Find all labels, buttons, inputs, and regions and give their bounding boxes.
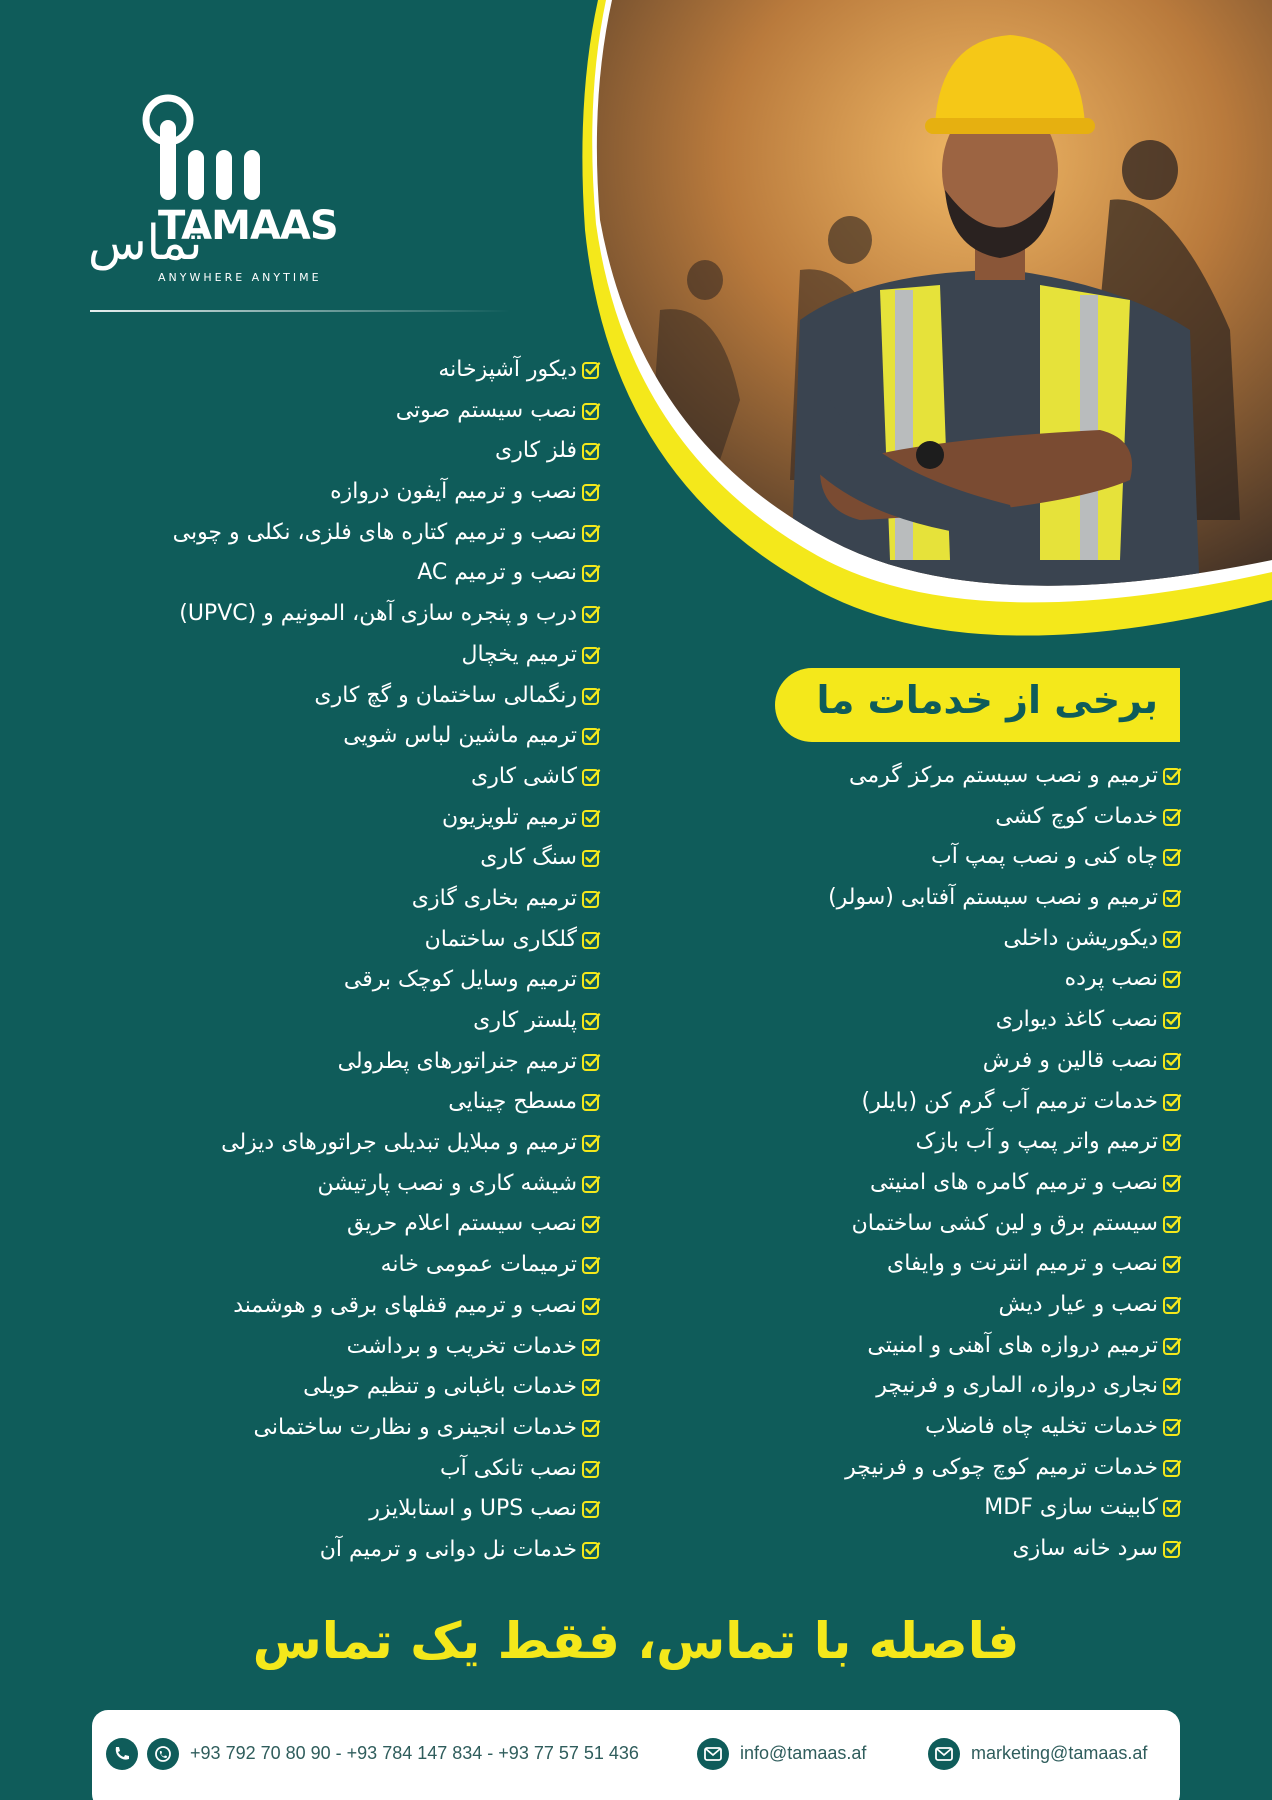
service-label: ترمیم تلویزیون: [442, 804, 577, 830]
checkbox-check-icon: [1162, 969, 1182, 989]
checkbox-check-icon: [581, 1255, 601, 1275]
service-item: [173, 798, 601, 839]
service-label: ترمیم ماشین لباس شویی: [343, 723, 577, 749]
service-item: [828, 756, 1182, 797]
brand-logo: [88, 85, 388, 295]
service-label: نصب و ترمیم قفلهای برقی و هوشمند: [233, 1292, 577, 1318]
signal-bars-icon: [138, 85, 338, 215]
service-label: گلکاری ساختمان: [424, 926, 577, 952]
service-item: [828, 1244, 1182, 1285]
phone-icon: [106, 1738, 138, 1770]
mail-icon: [697, 1738, 729, 1770]
service-item: [173, 431, 601, 472]
service-item: [173, 1286, 601, 1327]
service-item: [173, 676, 601, 717]
service-label: شیشه کاری و نصب پارتیشن: [317, 1170, 577, 1196]
service-label: رنگمالی ساختمان و گچ کاری: [314, 682, 577, 708]
service-label: ترمیم واتر پمپ و آب بازک: [915, 1129, 1158, 1155]
email-info-group: [697, 1733, 866, 1773]
checkbox-check-icon: [581, 808, 601, 828]
checkbox-check-icon: [1162, 929, 1182, 949]
checkbox-check-icon: [581, 889, 601, 909]
service-item: [828, 1041, 1182, 1082]
checkbox-check-icon: [1162, 1254, 1182, 1274]
checkbox-check-icon: [1162, 1295, 1182, 1315]
brand-name-persian: تماس: [88, 215, 203, 271]
service-item: [173, 594, 601, 635]
service-item: [173, 1530, 601, 1571]
checkbox-check-icon: [581, 1418, 601, 1438]
service-item: [173, 1367, 601, 1408]
services-list-left: [173, 350, 601, 1571]
service-item: [173, 838, 601, 879]
service-label: کابینت سازی MDF: [984, 1495, 1158, 1521]
checkbox-check-icon: [581, 441, 601, 461]
service-item: [173, 635, 601, 676]
section-title: [775, 668, 1180, 742]
service-label: نجاری دروازه، الماری و فرنیچر: [876, 1373, 1158, 1399]
mail-icon: [928, 1738, 960, 1770]
service-item: [173, 716, 601, 757]
service-item: [828, 1407, 1182, 1448]
slogan: فاصله با تماس، فقط یک تماس: [252, 1612, 1020, 1670]
checkbox-check-icon: [581, 848, 601, 868]
service-item: [828, 1204, 1182, 1245]
service-item: [173, 1204, 601, 1245]
section-title-text: برخی از خدمات ما: [816, 678, 1158, 722]
service-label: نصب و ترمیم AC: [417, 560, 577, 586]
service-label: نصب و ترمیم کامره های امنیتی: [869, 1169, 1158, 1195]
checkbox-check-icon: [1162, 1010, 1182, 1030]
service-item: [173, 1245, 601, 1286]
service-item: [828, 959, 1182, 1000]
checkbox-check-icon: [1162, 1458, 1182, 1478]
service-label: خدمات ترمیم آب گرم کن (بایلر): [861, 1088, 1158, 1114]
service-item: [828, 1285, 1182, 1326]
email-info[interactable]: info@tamaas.af: [740, 1743, 867, 1763]
service-label: ترمیم و نصب سیستم آفتابی (سولر): [828, 885, 1158, 911]
service-label: چاه کنی و نصب پمپ آب: [931, 844, 1158, 870]
services-list-right: [828, 756, 1182, 1570]
checkbox-check-icon: [1162, 888, 1182, 908]
service-item: [173, 350, 601, 391]
service-item: [173, 1123, 601, 1164]
service-item: [173, 513, 601, 554]
service-item: [828, 878, 1182, 919]
service-item: [828, 919, 1182, 960]
checkbox-check-icon: [581, 401, 601, 421]
checkbox-check-icon: [1162, 1051, 1182, 1071]
service-item: [828, 837, 1182, 878]
service-label: ترمیم و نصب سیستم مرکز گرمی: [849, 763, 1158, 788]
service-label: نصب پرده: [1064, 966, 1158, 992]
checkbox-check-icon: [581, 726, 601, 746]
checkbox-check-icon: [581, 360, 601, 380]
service-label: دیکوریشن داخلی: [1003, 925, 1158, 951]
service-item: [173, 879, 601, 920]
checkbox-check-icon: [581, 1499, 601, 1519]
phone-numbers[interactable]: +93 792 70 80 90 - +93 784 147 834 - +93 77 57 51 436: [190, 1743, 639, 1763]
whatsapp-icon: [147, 1738, 179, 1770]
checkbox-check-icon: [1162, 1376, 1182, 1396]
service-item: [173, 757, 601, 798]
checkbox-check-icon: [1162, 766, 1182, 786]
checkbox-check-icon: [581, 1296, 601, 1316]
checkbox-check-icon: [581, 482, 601, 502]
checkbox-check-icon: [1162, 1498, 1182, 1518]
checkbox-check-icon: [581, 686, 601, 706]
checkbox-check-icon: [581, 1174, 601, 1194]
service-item: [173, 472, 601, 513]
service-item: [828, 1488, 1182, 1529]
service-item: [173, 1408, 601, 1449]
checkbox-check-icon: [1162, 1132, 1182, 1152]
email-marketing[interactable]: marketing@tamaas.af: [971, 1743, 1148, 1763]
checkbox-check-icon: [581, 970, 601, 990]
checkbox-check-icon: [581, 1540, 601, 1560]
service-label: نصب کاغذ دیواری: [995, 1007, 1158, 1033]
service-label: نصب و ترمیم کتاره های فلزی، نکلی و چوبی: [172, 519, 577, 545]
divider: [90, 310, 510, 312]
checkbox-check-icon: [581, 1011, 601, 1031]
service-label: خدمات نل دوانی و ترمیم آن: [319, 1536, 577, 1562]
service-label: ترمیم جنراتورهای پطرولی: [337, 1048, 577, 1074]
phone-group: [106, 1733, 639, 1773]
email-marketing-group: [928, 1733, 1147, 1773]
service-label: درب و پنجره سازی آهن، المونیم و (UPVC): [179, 601, 577, 627]
service-item: [828, 1163, 1182, 1204]
checkbox-check-icon: [1162, 1173, 1182, 1193]
brand-tagline: ANYWHERE ANYTIME: [158, 271, 322, 284]
service-label: فلز کاری: [495, 438, 577, 464]
checkbox-check-icon: [1162, 807, 1182, 827]
checkbox-check-icon: [581, 767, 601, 787]
service-label: نصب قالین و فرش: [982, 1047, 1158, 1073]
checkbox-check-icon: [581, 1337, 601, 1357]
checkbox-check-icon: [581, 645, 601, 665]
checkbox-check-icon: [581, 1377, 601, 1397]
service-item: [828, 1448, 1182, 1489]
checkbox-check-icon: [581, 1459, 601, 1479]
service-item: [173, 1001, 601, 1042]
checkbox-check-icon: [1162, 1092, 1182, 1112]
service-item: [173, 1489, 601, 1530]
service-item: [173, 1082, 601, 1123]
service-item: [828, 797, 1182, 838]
checkbox-check-icon: [1162, 1214, 1182, 1234]
service-item: [828, 1082, 1182, 1123]
service-label: سرد خانه سازی: [1012, 1536, 1158, 1562]
service-label: ترمیم بخاری گازی: [411, 885, 577, 911]
service-label: سنگ کاری: [480, 845, 577, 871]
service-label: ترمیم دروازه های آهنی و امنیتی: [867, 1332, 1158, 1358]
service-label: نصب تانکی آب: [439, 1455, 577, 1481]
service-item: [173, 1327, 601, 1368]
checkbox-check-icon: [581, 930, 601, 950]
service-item: [173, 920, 601, 961]
service-item: [173, 391, 601, 432]
checkbox-check-icon: [581, 1214, 601, 1234]
service-item: [173, 1449, 601, 1490]
service-label: نصب و عیار دیش: [998, 1291, 1158, 1317]
checkbox-check-icon: [581, 604, 601, 624]
service-label: خدمات باغبانی و تنظیم حویلی: [303, 1374, 577, 1400]
service-label: سیستم برق و لین کشی ساختمان: [851, 1210, 1158, 1236]
service-label: دیکور آشپزخانه: [438, 357, 577, 382]
checkbox-check-icon: [1162, 1417, 1182, 1437]
checkbox-check-icon: [581, 563, 601, 583]
service-item: [828, 1326, 1182, 1367]
service-item: [173, 553, 601, 594]
service-label: ترمیم و مبلایل تبدیلی جراتورهای دیزلی: [221, 1130, 577, 1156]
service-label: مسطح چینایی: [448, 1089, 577, 1115]
service-label: ترمیم وسایل کوچک برقی: [343, 967, 577, 993]
checkbox-check-icon: [581, 523, 601, 543]
service-label: نصب و ترمیم آیفون دروازه: [330, 479, 577, 505]
service-item: [173, 1164, 601, 1205]
service-label: خدمات کوچ کشی: [995, 803, 1158, 829]
service-label: خدمات انجینری و نظارت ساختمانی: [253, 1414, 577, 1440]
service-item: [828, 1366, 1182, 1407]
service-item: [173, 960, 601, 1001]
service-item: [173, 1042, 601, 1083]
service-label: ترمیم یخچال: [461, 641, 577, 667]
brand-name-latin: TAMAAS: [158, 203, 338, 249]
service-label: کاشی کاری: [471, 763, 577, 789]
checkbox-check-icon: [581, 1052, 601, 1072]
checkbox-check-icon: [581, 1092, 601, 1112]
service-label: خدمات تخریب و برداشت: [346, 1333, 577, 1359]
service-label: نصب سیستم صوتی: [395, 397, 577, 423]
service-item: [828, 1122, 1182, 1163]
checkbox-check-icon: [1162, 1539, 1182, 1559]
service-label: ترمیمات عمومی خانه: [380, 1252, 577, 1278]
service-label: پلستر کاری: [473, 1008, 577, 1033]
checkbox-check-icon: [1162, 1336, 1182, 1356]
service-label: خدمات ترمیم کوچ چوکی و فرنیچر: [845, 1454, 1158, 1480]
service-label: خدمات تخلیه چاه فاضلاب: [925, 1414, 1158, 1439]
service-item: [828, 1529, 1182, 1570]
service-item: [828, 1000, 1182, 1041]
service-label: نصب سیستم اعلام حریق: [347, 1211, 577, 1237]
checkbox-check-icon: [581, 1133, 601, 1153]
checkbox-check-icon: [1162, 847, 1182, 867]
service-label: نصب UPS و استابلایزر: [369, 1496, 577, 1522]
service-label: نصب و ترمیم انترنت و وایفای: [887, 1251, 1158, 1277]
